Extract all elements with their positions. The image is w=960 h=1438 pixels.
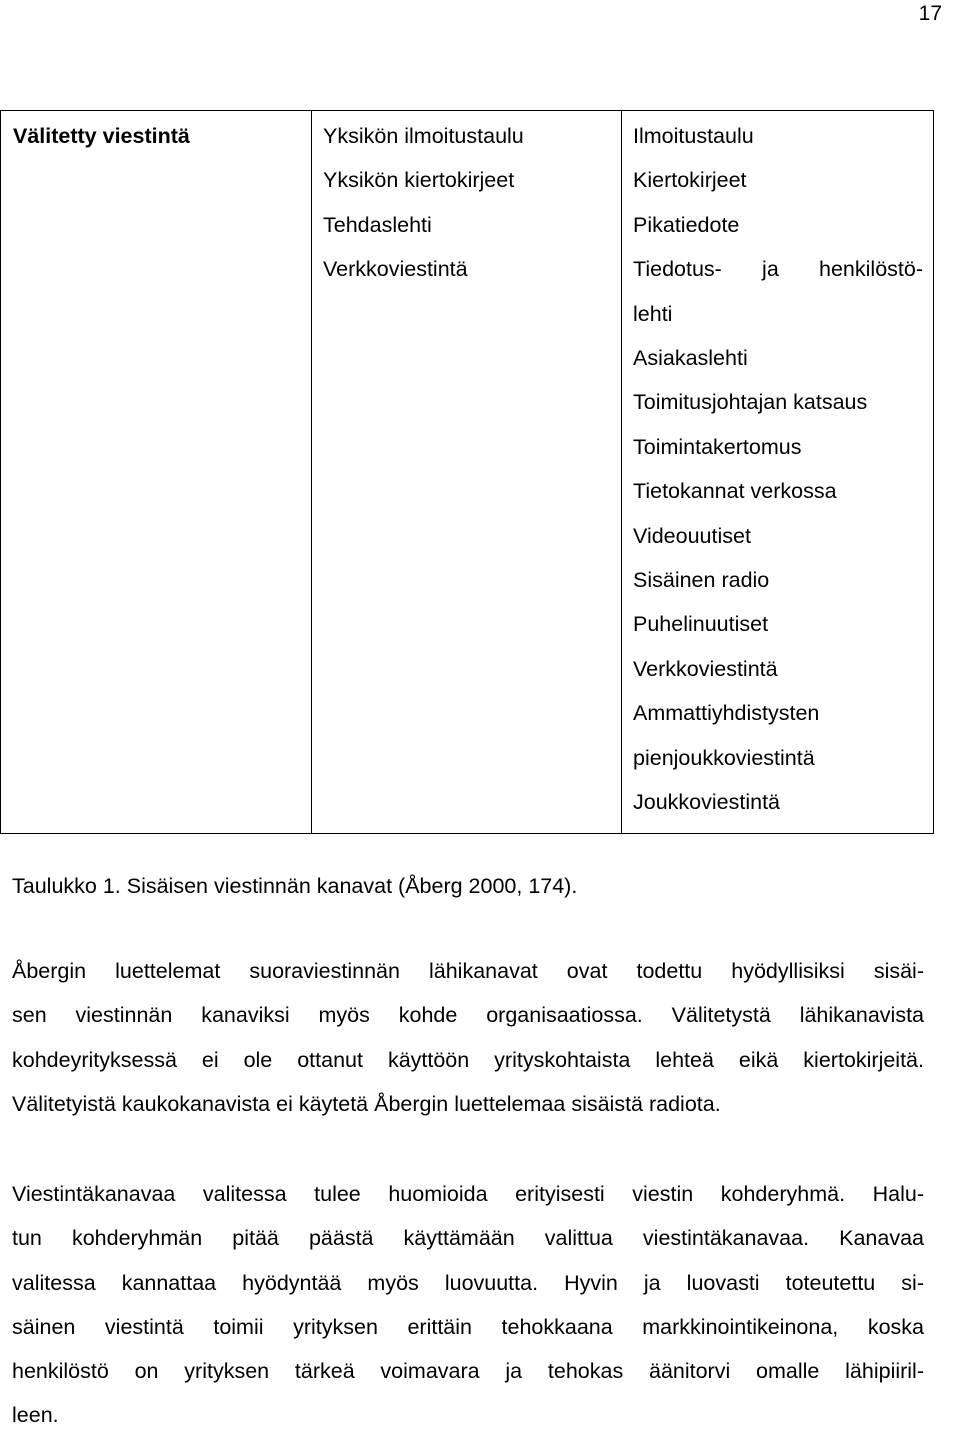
list-item: Videouutiset	[633, 523, 751, 548]
list-item: Kiertokirjeet	[633, 168, 747, 193]
table-caption: Taulukko 1. Sisäisen viestinnän kanavat (Åberg 2000, 174).	[12, 874, 578, 898]
list-item: Asiakaslehti	[633, 346, 748, 371]
list-item: Tehdaslehti	[323, 212, 432, 237]
list-item: Verkkoviestintä	[323, 257, 468, 282]
unit-channels-list	[312, 111, 621, 300]
org-channels-cell	[622, 111, 934, 834]
paragraph-line: tun kohderyhmän pitää päästä käyttämään valittua viestintäkanavaa. Kanavaa	[12, 1226, 924, 1251]
category-label: Välitetty viestintä	[13, 124, 190, 148]
paragraph-line: henkilöstö on yrityksen tärkeä voimavara ja tehokas äänitorvi omalle lähipiiril-	[12, 1359, 924, 1384]
paragraph-line: sen viestinnän kanaviksi myös kohde organisaatiossa. Välitetystä lähikanavista	[12, 1003, 924, 1028]
list-item: Ilmoitustaulu	[633, 124, 754, 148]
list-item: Yksikön ilmoitustaulu	[323, 124, 524, 148]
list-item: Tietokannat verkossa	[633, 479, 837, 504]
page-number: 17	[918, 2, 942, 25]
org-channels-list	[622, 111, 933, 833]
body-paragraph-2	[12, 1172, 924, 1438]
list-item: Pikatiedote	[633, 212, 740, 237]
paragraph-line: säinen viestintä toimii yrityksen erittäin tehokkaana markkinointikeinona, koska	[12, 1314, 924, 1339]
paragraph-line: Åbergin luettelemat suoraviestinnän lähikanavat ovat todettu hyödyllisiksi sisäi-	[12, 959, 924, 983]
body-paragraph-1	[12, 949, 924, 1126]
list-item: pienjoukkoviestintä	[633, 745, 815, 770]
table-row	[1, 111, 934, 834]
paragraph-line: valitessa kannattaa hyödyntää myös luovuutta. Hyvin ja luovasti toteutettu si-	[12, 1270, 924, 1295]
paragraph-line: Viestintäkanavaa valitessa tulee huomioida erityisesti viestin kohderyhmä. Halu-	[12, 1182, 924, 1206]
list-item: Sisäinen radio	[633, 568, 770, 593]
paragraph-line: leen.	[12, 1403, 59, 1428]
paragraph-line: Välitetyistä kaukokanavista ei käytetä Åbergin luettelemaa sisäistä radiota.	[12, 1091, 721, 1116]
list-item: Ammattiyhdistysten	[633, 701, 820, 726]
list-item: Puhelinuutiset	[633, 612, 769, 637]
list-item: Joukkoviestintä	[633, 790, 780, 815]
paragraph-line: kohdeyrityksessä ei ole ottanut käyttöön yrityskohtaista lehteä eikä kiertokirjeitä.	[12, 1047, 924, 1072]
list-item: Toimintakertomus	[633, 434, 802, 459]
list-item: Tiedotus- ja henkilöstö-	[633, 257, 923, 282]
category-cell	[1, 111, 312, 834]
channels-table	[0, 110, 934, 834]
list-item: lehti	[633, 301, 673, 326]
list-item: Toimitusjohtajan katsaus	[633, 390, 868, 415]
list-item: Yksikön kiertokirjeet	[323, 168, 515, 193]
unit-channels-cell	[312, 111, 622, 834]
list-item: Verkkoviestintä	[633, 656, 778, 681]
